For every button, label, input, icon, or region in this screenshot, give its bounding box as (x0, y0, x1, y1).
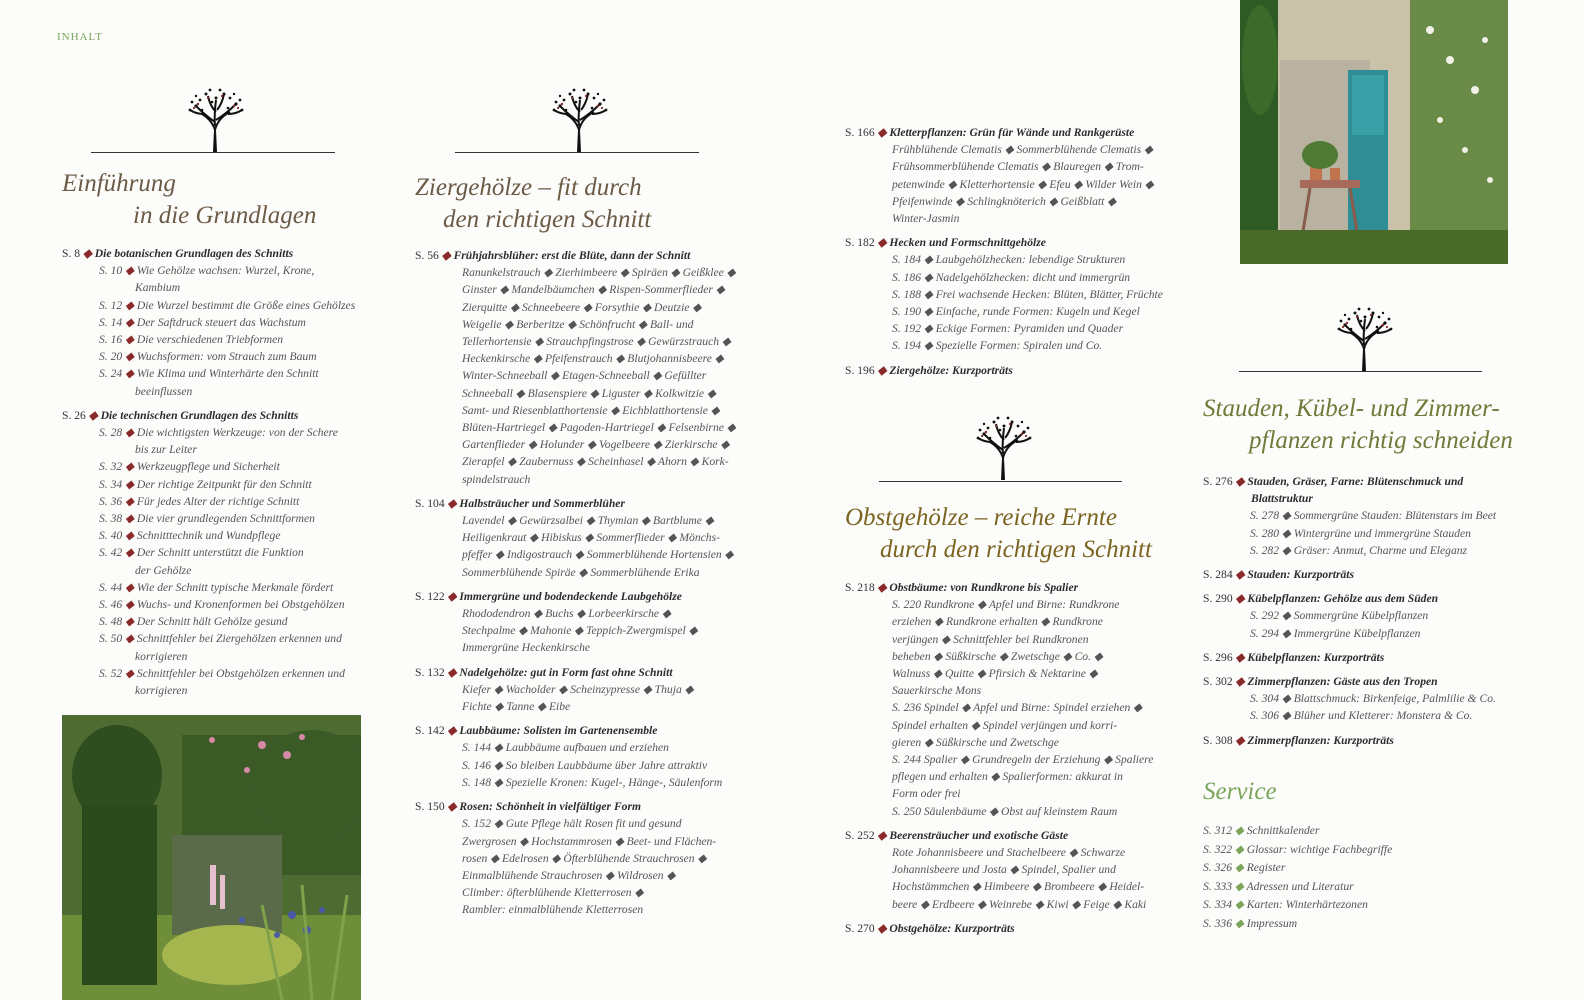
toc-subentry (62, 365, 382, 382)
toc-line: S. 194 ◆ Spezielle Formen: Spiralen und Co. (892, 339, 1103, 353)
subentry-text: Wuchs- und Kronenformen bei Obstgehölzen (136, 598, 345, 612)
toc-entry (415, 495, 760, 581)
subentry-text: Die vier grundlegenden Schnittformen (136, 512, 315, 526)
toc-line: S. 280 ◆ Wintergrüne und immergrüne Stauden (1250, 526, 1471, 540)
subentry-text: Schnitttechnik und Wundpflege (136, 529, 281, 543)
subentry-text: Wuchsformen: vom Strauch zum Baum (136, 350, 317, 364)
toc-line: S. 188 ◆ Frei wachsende Hecken: Blüten, Blätter, Früchte (892, 287, 1163, 301)
toc-entry (845, 234, 1190, 354)
toc-entry-title (1203, 590, 1548, 607)
toc-line: gieren ◆ Süßkirsche und Zwetschge (892, 735, 1059, 749)
page-number: S. 150 (415, 800, 445, 814)
toc-subentry (62, 510, 382, 527)
bullet-icon: ◆ (1232, 675, 1248, 689)
toc-entry (1203, 566, 1548, 583)
toc-entry-title (415, 664, 760, 681)
service-item (1203, 822, 1548, 841)
entry-title: Kübelpflanzen: Kurzporträts (1247, 650, 1385, 664)
bullet-icon: ◆ (874, 581, 890, 594)
toc-line: pfeffer ◆ Indigostrauch ◆ Sommerblühende Hortensien ◆ (462, 548, 734, 562)
toc-line: Blüten-Hartriegel ◆ Pagoden-Hartriegel ◆ Felsenbirne ◆ (462, 421, 736, 435)
subentry-text: Der Schnitt unterstützt die Funktion (136, 546, 304, 560)
page-number: S. 290 (1203, 592, 1233, 606)
bullet-icon: ◆ (122, 598, 137, 612)
subentry-text: Wie Gehölze wachsen: Wurzel, Krone, (136, 264, 315, 278)
toc-line: S. 186 ◆ Nadelgehölzhecken: dicht und immergrün (892, 270, 1131, 284)
tree-icon (184, 86, 248, 152)
entry-title: Stauden, Gräser, Farne: Blütenschmuck und (1247, 475, 1464, 488)
toc-line: Kiefer ◆ Wacholder ◆ Scheinzypresse ◆ Thuja ◆ (462, 682, 694, 696)
bullet-icon: ◆ (122, 264, 137, 278)
service-title: Service (1203, 778, 1277, 805)
toc-entry (845, 362, 1190, 379)
toc-line: S. 192 ◆ Eckige Formen: Pyramiden und Quader (892, 322, 1124, 336)
toc-line: petenwinde ◆ Kletterhortensie ◆ Efeu ◆ Wilder Wein ◆ (892, 177, 1154, 191)
service-list (1203, 822, 1548, 934)
toc-line: S. 152 ◆ Gute Pflege hält Rosen fit und gesund (462, 817, 682, 831)
toc-line: beere ◆ Erdbeere ◆ Weinrebe ◆ Kiwi ◆ Feige ◆ Kaki (892, 897, 1147, 911)
subentry-text: Die verschiedenen Triebformen (136, 333, 284, 347)
toc-line: Zwergrosen ◆ Hochstammrosen ◆ Beet- und Flächen- (462, 834, 717, 848)
page-number: S. 333 (1203, 879, 1232, 893)
toc-entry-title (415, 722, 760, 739)
toc-subentry (62, 665, 382, 682)
subentry-text: Wie Klima und Winterhärte den Schnitt (136, 367, 319, 381)
page-number: S. 56 (415, 249, 439, 262)
toc-line: S. 304 ◆ Blattschmuck: Birkenfeige, Palmlilie & Co. (1250, 692, 1496, 706)
toc-line: erziehen ◆ Rundkrone erhalten ◆ Rundkrone (892, 615, 1103, 629)
page-number: S. 36 (99, 494, 123, 508)
toc-line: spindelstrauch (462, 472, 531, 486)
page-number: S. 142 (415, 724, 445, 738)
section-title-obstgehoelze (845, 502, 1152, 566)
toc-subentry (62, 579, 382, 596)
bullet-icon: ◆ (1232, 568, 1248, 582)
toc-entry (415, 798, 760, 918)
service-item (1203, 841, 1548, 860)
toc-line: S. 282 ◆ Gräser: Anmut, Charme und Eleganz (1250, 543, 1468, 557)
toc-entry-title (1203, 649, 1548, 666)
title-line: den richtigen Schnitt (443, 206, 652, 233)
toc-line: Ginster ◆ Mandelbäumchen ◆ Rispen-Sommerflieder ◆ (462, 283, 725, 297)
service-text: Schnittkalender (1246, 824, 1320, 837)
toc-subentry (62, 493, 382, 510)
toc-line: Frühsommerblühende Clematis ◆ Blauregen ◆ Trom- (892, 160, 1144, 174)
toc-entry-title (415, 247, 760, 264)
toc-subentry (62, 314, 382, 331)
service-item (1203, 878, 1548, 897)
toc-subentry (62, 297, 382, 314)
bullet-icon: ◆ (874, 921, 890, 935)
toc-entry (415, 664, 760, 716)
toc-line: Rote Johannisbeere und Stachelbeere ◆ Schwarze (892, 846, 1126, 860)
bullet-icon: ◆ (1231, 916, 1247, 930)
page-number: S. 8 (62, 247, 81, 260)
toc-column-4 (1203, 473, 1548, 756)
page-number: S. 276 (1203, 475, 1233, 488)
toc-line: Sauerkirsche Mons (892, 684, 982, 698)
toc-line: Frühblühende Clematis ◆ Sommerblühende Clematis ◆ (892, 143, 1153, 157)
toc-line: Form oder frei (892, 787, 961, 801)
page-number: S. 46 (99, 598, 123, 612)
toc-entry-title (845, 579, 1190, 596)
entry-title: Beerensträucher und exotische Gäste (889, 828, 1069, 842)
toc-line: S. 190 ◆ Einfache, runde Formen: Kugeln und Kegel (892, 305, 1140, 319)
toc-subentry (62, 424, 382, 441)
entry-title: Frühjahrsblüher: erst die Blüte, dann der Schnitt (453, 249, 691, 262)
bullet-icon: ◆ (122, 315, 137, 329)
page-number: S. 12 (99, 298, 123, 312)
toc-line: S. 148 ◆ Spezielle Kronen: Kugel-, Hänge-, Säulenform (462, 775, 723, 789)
bullet-icon: ◆ (122, 529, 137, 543)
toc-entry (1203, 732, 1548, 749)
bullet-icon: ◆ (85, 408, 101, 422)
entry-title: Die technischen Grundlagen des Schnitts (100, 408, 299, 422)
toc-line: rosen ◆ Edelrosen ◆ Öfterblühende Strauchrosen ◆ (462, 851, 707, 865)
bullet-icon: ◆ (1231, 879, 1247, 893)
toc-line: Rambler: einmalblühende Kletterrosen (462, 903, 644, 917)
subentry-continuation: korrigieren (135, 649, 188, 663)
toc-line: Ranunkelstrauch ◆ Zierhimbeere ◆ Spiräen ◆ Geißklee ◆ (462, 266, 736, 280)
toc-line: beheben ◆ Süßkirsche ◆ Zwetschge ◆ Co. ◆ (892, 649, 1103, 663)
entry-title: Die botanischen Grundlagen des Schnitts (94, 247, 294, 260)
service-text: Adressen und Literatur (1246, 879, 1354, 893)
divider (455, 152, 699, 153)
bullet-icon: ◆ (122, 426, 137, 440)
toc-line: Weigelie ◆ Berberitze ◆ Schönfrucht ◆ Ball- und (462, 317, 694, 331)
toc-subentry (62, 262, 382, 279)
page-number: S. 182 (845, 236, 875, 250)
page-number: S. 26 (62, 408, 86, 422)
entry-title: Nadelgehölze: gut in Form fast ohne Schnitt (459, 665, 673, 679)
entry-title: Stauden: Kurzporträts (1247, 568, 1354, 582)
bullet-icon: ◆ (444, 724, 460, 738)
bullet-icon: ◆ (122, 298, 137, 312)
toc-entry-title (1203, 732, 1548, 749)
page-number: S. 42 (99, 546, 123, 560)
bullet-icon: ◆ (444, 665, 460, 679)
toc-line: S. 250 Säulenbäume ◆ Obst auf kleinstem Raum (892, 804, 1118, 818)
subentry-continuation: beeinflussen (135, 384, 193, 398)
entry-title: Zimmerpflanzen: Gäste aus den Tropen (1247, 675, 1438, 689)
toc-entry (1203, 673, 1548, 725)
toc-line: Zierapfel ◆ Zaubernuss ◆ Scheinhasel ◆ Ahorn ◆ Kork- (462, 455, 729, 469)
toc-entry-title (845, 362, 1190, 379)
subentry-text: Wie der Schnitt typische Merkmale fördert (136, 580, 334, 594)
page-number: S. 296 (1203, 650, 1233, 664)
divider (91, 152, 335, 153)
page-number: S. 38 (99, 512, 123, 526)
entry-title: Obstbäume: von Rundkrone bis Spalier (889, 581, 1079, 594)
bullet-icon: ◆ (1232, 650, 1248, 664)
toc-entry-title (415, 495, 760, 512)
garden-photo (62, 715, 361, 1000)
bullet-icon: ◆ (122, 546, 137, 560)
toc-entry-title (62, 407, 382, 424)
toc-subentry (62, 544, 382, 561)
toc-entry (1203, 649, 1548, 666)
toc-line: Climber: öfterblühende Kletterrosen ◆ (462, 886, 644, 900)
subentry-text: Schnittfehler bei Ziergehölzen erkennen und (136, 632, 342, 646)
toc-line: S. 146 ◆ So bleiben Laubbäume über Jahre attraktiv (462, 758, 708, 772)
toc-entry (1203, 473, 1548, 559)
title-line: durch den richtigen Schnitt (880, 536, 1152, 563)
toc-line: Einmalblühende Strauchrosen ◆ Wildrosen ◆ (462, 868, 676, 882)
page-number: S. 16 (99, 333, 123, 347)
subentry-continuation: korrigieren (135, 684, 188, 698)
page-number: S. 308 (1203, 733, 1233, 747)
toc-line: Stechpalme ◆ Mahonie ◆ Teppich-Zwergmispel ◆ (462, 624, 698, 638)
toc-entry-title (845, 827, 1190, 844)
title-line: Einführung (62, 170, 176, 197)
bullet-icon: ◆ (122, 512, 137, 526)
page-number: S. 34 (99, 477, 123, 491)
toc-line: Schneeball ◆ Blasenspiere ◆ Liguster ◆ Kolkwitzie ◆ (462, 386, 716, 400)
toc-line: S. 292 ◆ Sommergrüne Kübelpflanzen (1250, 609, 1429, 623)
toc-line: S. 184 ◆ Laubgehölzhecken: lebendige Strukturen (892, 253, 1126, 267)
bullet-icon: ◆ (80, 247, 95, 260)
bullet-icon: ◆ (1232, 733, 1248, 747)
page-number: S. 132 (415, 665, 445, 679)
toc-entry-title (62, 245, 382, 262)
bullet-icon: ◆ (444, 589, 460, 603)
title-line: Stauden, Kübel- und Zimmer- (1203, 395, 1500, 422)
toc-line: Fichte ◆ Tanne ◆ Eibe (462, 700, 571, 714)
toc-subentry (62, 630, 382, 647)
title-line: in die Grundlagen (133, 202, 317, 229)
bullet-icon: ◆ (444, 800, 460, 814)
toc-line: S. 144 ◆ Laubbäume aufbauen und erziehen (462, 741, 669, 755)
bullet-icon: ◆ (874, 126, 890, 139)
entry-title: Immergrüne und bodendeckende Laubgehölze (459, 589, 682, 603)
bullet-icon: ◆ (444, 496, 460, 510)
toc-entry (415, 247, 760, 488)
page-number: S. 122 (415, 589, 445, 603)
bullet-icon: ◆ (122, 580, 137, 594)
bullet-icon: ◆ (1232, 592, 1248, 606)
toc-entry (62, 245, 382, 400)
service-text: Karten: Winterhärtezonen (1246, 898, 1368, 912)
toc-entry-title (1203, 473, 1548, 490)
subentry-text: Der Schnitt hält Gehölze gesund (136, 615, 288, 629)
page-number: S. 302 (1203, 675, 1233, 689)
section-title-grundlagen (62, 168, 316, 232)
service-text: Glossar: wichtige Fachbegriffe (1246, 842, 1393, 856)
toc-line: Heckenkirsche ◆ Pfeifenstrauch ◆ Blutjohannisbeere ◆ (462, 352, 724, 366)
bullet-icon: ◆ (122, 494, 137, 508)
toc-line: S. 244 Spalier ◆ Grundregeln der Erziehung ◆ Spaliere (892, 753, 1154, 767)
toc-entry-title (1203, 673, 1548, 690)
bullet-icon: ◆ (122, 460, 137, 474)
toc-entry (62, 407, 382, 699)
toc-column-2 (415, 247, 760, 926)
divider (1239, 371, 1482, 372)
bullet-icon: ◆ (1231, 898, 1247, 912)
toc-line: Walnuss ◆ Quitte ◆ Pfirsich & Nektarine ◆ (892, 667, 1098, 681)
toc-entry (845, 827, 1190, 913)
section-title-stauden (1203, 393, 1513, 457)
entry-title: Kletterpflanzen: Grün für Wände und Rankgerüste (889, 126, 1135, 139)
page-number: S. 252 (845, 828, 875, 842)
toc-subentry (62, 348, 382, 365)
title-line: pflanzen richtig schneiden (1249, 427, 1513, 454)
entry-title: Laubbäume: Solisten im Gartenensemble (459, 724, 658, 738)
entry-title: Ziergehölze: Kurzporträts (889, 363, 1013, 377)
toc-subentry (62, 458, 382, 475)
tree-icon (1333, 305, 1397, 371)
bullet-icon: ◆ (874, 828, 890, 842)
page-number: S. 24 (99, 367, 123, 381)
entry-title: Halbsträucher und Sommerblüher (459, 496, 625, 510)
subentry-continuation: Kambium (135, 281, 181, 295)
tree-icon (548, 86, 612, 152)
toc-line: Spindel erhalten ◆ Spindel verjüngen und korri- (892, 718, 1118, 732)
page-number: S. 218 (845, 581, 875, 594)
toc-line: Samt- und Riesenblatthortensie ◆ Eichblatthortensie ◆ (462, 403, 720, 417)
toc-subentry (62, 476, 382, 493)
page-number: S. 20 (99, 350, 123, 364)
toc-entry-title (415, 588, 760, 605)
page-number: S. 52 (99, 666, 123, 680)
bullet-icon: ◆ (1231, 842, 1247, 856)
entry-title: Obstgehölze: Kurzporträts (889, 921, 1015, 935)
page-number: S. 48 (99, 615, 123, 629)
toc-entry-title (415, 798, 760, 815)
entry-title-continuation: Blattstruktur (1251, 492, 1313, 506)
toc-line: S. 294 ◆ Immergrüne Kübelpflanzen (1250, 626, 1421, 640)
tree-icon (972, 414, 1036, 480)
page-number: S. 50 (99, 632, 123, 646)
page-number: S. 28 (99, 426, 123, 440)
bullet-icon: ◆ (874, 236, 890, 250)
toc-subentry (62, 331, 382, 348)
toc-entry (845, 920, 1190, 937)
subentry-text: Für jedes Alter der richtige Schnitt (136, 494, 300, 508)
toc-line: Sommerblühende Spiräe ◆ Sommerblühende Erika (462, 565, 700, 579)
toc-line: verjüngen ◆ Schnittfehler bei Rundkronen (892, 632, 1089, 646)
toc-line: Winter-Jasmin (892, 212, 960, 226)
subentry-text: Die wichtigsten Werkzeuge: von der Schere (136, 426, 338, 440)
toc-subentry (62, 613, 382, 630)
title-line: Ziergehölze – fit durch (415, 174, 642, 201)
section-title-ziergehoelze (415, 172, 651, 236)
page-number: S. 32 (99, 460, 123, 474)
toc-line: Johannisbeere und Josta ◆ Spindel, Spalier und (892, 863, 1116, 877)
toc-line: S. 220 Rundkrone ◆ Apfel und Birne: Rundkrone (892, 598, 1120, 612)
toc-line: Rhododendron ◆ Buchs ◆ Lorbeerkirsche ◆ (462, 607, 671, 621)
subentry-text: Der Saftdruck steuert das Wachstum (136, 315, 306, 329)
bullet-icon: ◆ (122, 350, 137, 364)
toc-entry-title (845, 234, 1190, 251)
subentry-continuation: bis zur Leiter (135, 443, 197, 457)
toc-entry-title (845, 124, 1190, 141)
toc-line: Pfeifenwinde ◆ Schlingknöterich ◆ Geißblatt ◆ (892, 194, 1117, 208)
page-number: S. 40 (99, 529, 123, 543)
toc-entry (845, 124, 1190, 227)
house-door-photo (1240, 0, 1508, 264)
subentry-text: Schnittfehler bei Obstgehölzen erkennen und (136, 666, 345, 680)
entry-title: Zimmerpflanzen: Kurzporträts (1247, 733, 1394, 747)
entry-title: Hecken und Formschnittgehölze (889, 236, 1046, 250)
service-text: Impressum (1246, 916, 1298, 930)
page-number: S. 14 (99, 315, 123, 329)
page-number: S. 10 (99, 264, 123, 278)
entry-title: Kübelpflanzen: Gehölze aus dem Süden (1247, 592, 1439, 606)
toc-line: Gartenflieder ◆ Holunder ◆ Vogelbeere ◆ Zierkirsche ◆ (462, 438, 730, 452)
page-number: S. 336 (1203, 916, 1232, 930)
toc-line: Lavendel ◆ Gewürzsalbei ◆ Thymian ◆ Bartblume ◆ (462, 514, 714, 528)
bullet-icon: ◆ (122, 615, 137, 629)
bullet-icon: ◆ (874, 363, 890, 377)
page-number: S. 166 (845, 126, 875, 139)
bullet-icon: ◆ (438, 249, 454, 262)
page-number: S. 322 (1203, 842, 1232, 856)
toc-line: pflegen und erhalten ◆ Spalierformen: akkurat in (892, 770, 1123, 784)
toc-line: Winter-Schneeball ◆ Etagen-Schneeball ◆ Gefüllter (462, 369, 707, 383)
toc-line: Heiligenkraut ◆ Hibiskus ◆ Sommerflieder ◆ Mönchs- (462, 531, 720, 545)
page-number: S. 270 (845, 921, 875, 935)
bullet-icon: ◆ (122, 666, 137, 680)
toc-column-1 (62, 245, 382, 706)
bullet-icon: ◆ (1232, 475, 1248, 488)
toc-line: Hochstämmchen ◆ Himbeere ◆ Brombeere ◆ Heidel- (892, 880, 1145, 894)
page-number: S. 312 (1203, 824, 1232, 837)
section-label: INHALT (57, 31, 103, 43)
page-number: S. 326 (1203, 861, 1232, 875)
bullet-icon: ◆ (122, 477, 137, 491)
toc-entry (845, 579, 1190, 820)
toc-line: S. 278 ◆ Sommergrüne Stauden: Blütenstars im Beet (1250, 509, 1497, 523)
toc-line: S. 236 Spindel ◆ Apfel und Birne: Spindel erziehen ◆ (892, 701, 1143, 715)
toc-line: Immergrüne Heckenkirsche (462, 641, 591, 655)
subentry-text: Werkzeugpflege und Sicherheit (136, 460, 280, 474)
toc-entry-title (1203, 566, 1548, 583)
toc-line: S. 306 ◆ Blüher und Kletterer: Monstera & Co. (1250, 709, 1473, 723)
subentry-text: Der richtige Zeitpunkt für den Schnitt (136, 477, 312, 491)
page-number: S. 44 (99, 580, 123, 594)
bullet-icon: ◆ (1231, 861, 1247, 875)
toc-entry (415, 722, 760, 791)
title-line: Obstgehölze – reiche Ernte (845, 504, 1117, 531)
toc-line: Zierquitte ◆ Schneebeere ◆ Forsythie ◆ Deutzie ◆ (462, 300, 702, 314)
toc-column-3-bottom (845, 579, 1190, 944)
bullet-icon: ◆ (122, 333, 137, 347)
bullet-icon: ◆ (1231, 824, 1247, 837)
subentry-continuation: der Gehölze (135, 563, 192, 577)
service-text: Register (1246, 861, 1286, 875)
page-number: S. 284 (1203, 568, 1233, 582)
service-item (1203, 859, 1548, 878)
toc-subentry (62, 527, 382, 544)
service-item (1203, 915, 1548, 934)
page-number: S. 104 (415, 496, 445, 510)
toc-subentry (62, 596, 382, 613)
toc-entry (415, 588, 760, 657)
toc-column-3-top (845, 124, 1190, 386)
bullet-icon: ◆ (122, 367, 137, 381)
divider (879, 481, 1122, 482)
page-number: S. 334 (1203, 898, 1232, 912)
bullet-icon: ◆ (122, 632, 137, 646)
subentry-text: Die Wurzel bestimmt die Größe eines Gehölzes (136, 298, 356, 312)
toc-line: Tellerhortensie ◆ Strauchpfingstrose ◆ Gewürzstrauch ◆ (462, 335, 731, 349)
service-item (1203, 896, 1548, 915)
toc-entry-title (845, 920, 1190, 937)
page-number: S. 196 (845, 363, 875, 377)
toc-entry (1203, 590, 1548, 642)
entry-title: Rosen: Schönheit in vielfältiger Form (459, 800, 642, 814)
